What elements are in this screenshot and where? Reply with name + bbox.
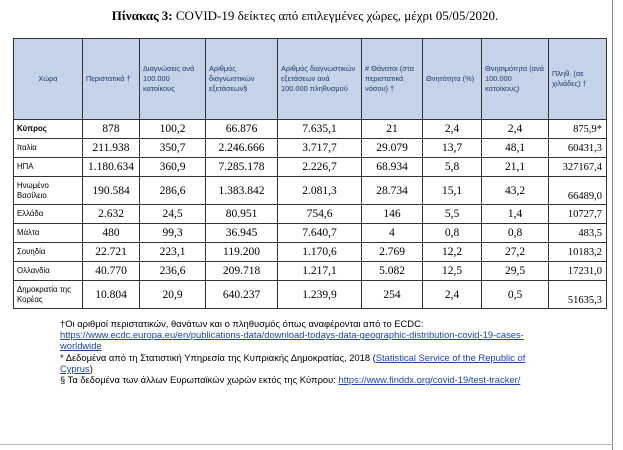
cell-tests: 2.246.666 — [206, 139, 278, 158]
cell-mortality: 43,2 — [482, 177, 549, 205]
cell-case-fatality: 5,5 — [423, 205, 482, 224]
cell-country: Μάλτα — [14, 224, 83, 243]
cell-mortality: 21,1 — [482, 158, 549, 177]
cell-tests: 36.945 — [206, 224, 278, 243]
cell-tests-per-100k: 3.717,7 — [278, 139, 362, 158]
page-edge-right — [612, 0, 613, 450]
cell-mortality: 1,4 — [482, 205, 549, 224]
cell-tests-per-100k: 7.635,1 — [278, 120, 362, 139]
cell-country: Ηνωμένο Βασίλειο — [14, 177, 83, 205]
table-row — [14, 139, 607, 158]
cell-cases-per-100k: 350,7 — [140, 139, 206, 158]
cell-cases-per-100k: 24,5 — [140, 205, 206, 224]
cell-cases-per-100k: 223,1 — [140, 243, 206, 262]
cell-population: 60431,3 — [549, 139, 607, 158]
cell-cases: 480 — [83, 224, 140, 243]
cell-country: Ιταλία — [14, 139, 83, 158]
caption-label: Πίνακας 3: — [111, 8, 173, 23]
cell-cases: 1.180.634 — [83, 158, 140, 177]
cell-country: ΗΠΑ — [14, 158, 83, 177]
cell-case-fatality: 12,5 — [423, 262, 482, 281]
cell-population: 483,5 — [549, 224, 607, 243]
cell-cases: 878 — [83, 120, 140, 139]
cell-deaths: 2.769 — [362, 243, 423, 262]
cell-tests: 1.383.842 — [206, 177, 278, 205]
page-edge-bottom — [0, 444, 613, 445]
cell-tests-per-100k: 7.640,7 — [278, 224, 362, 243]
header-deaths: # Θάνατοι (στα περιστατικά νόσου) † — [362, 39, 423, 120]
cystat-link[interactable]: Statistical Service of the Republic of Cyprus — [60, 351, 526, 374]
cell-tests-per-100k: 1.217,1 — [278, 262, 362, 281]
cell-case-fatality: 2,4 — [423, 120, 482, 139]
cell-population: 10183,2 — [549, 243, 607, 262]
cell-cases-per-100k: 99,3 — [140, 224, 206, 243]
cell-mortality: 0,5 — [482, 281, 549, 309]
table-row — [14, 224, 607, 243]
header-tests-per-100k: Αριθμός διαγνωστικών εξετάσεων ανά 100.000 πληθυσμού — [278, 39, 362, 120]
cell-tests: 119.200 — [206, 243, 278, 262]
header-cases: Περιστατικά † — [83, 39, 140, 120]
cell-population: 66489,0 — [549, 177, 607, 205]
cell-tests-per-100k: 1.239,9 — [278, 281, 362, 309]
footnote-cystat-end: ) — [89, 362, 93, 374]
header-mortality: Θνησιμότητα (ανά 100.000 κατοίκους) — [482, 39, 549, 120]
cell-country: Σουηδία — [14, 243, 83, 262]
cell-tests: 66.876 — [206, 120, 278, 139]
cell-cases: 2.632 — [83, 205, 140, 224]
table-row — [14, 281, 607, 309]
cell-case-fatality: 13,7 — [423, 139, 482, 158]
cell-country: Ολλανδία — [14, 262, 83, 281]
cell-cases: 190.584 — [83, 177, 140, 205]
table-row — [14, 177, 607, 205]
cell-country: Δημοκρατία της Κορέας — [14, 281, 83, 309]
cell-country: Κύπρος — [14, 120, 83, 139]
table-row — [14, 158, 607, 177]
cell-tests: 80.951 — [206, 205, 278, 224]
footnote-ecdc-text: †Οι αριθμοί περιστατικών, θανάτων και ο πληθυσμός όπως αναφέρονται από το ECDC: — [60, 318, 424, 329]
finddx-link[interactable]: https://www.finddx.org/covid-19/test-tracker/ — [338, 374, 521, 386]
cell-deaths: 5.082 — [362, 262, 423, 281]
cell-mortality: 48,1 — [482, 139, 549, 158]
cell-mortality: 27,2 — [482, 243, 549, 262]
cell-deaths: 21 — [362, 120, 423, 139]
cell-population: 10727,7 — [549, 205, 607, 224]
cell-deaths: 4 — [362, 224, 423, 243]
cell-mortality: 29,5 — [482, 262, 549, 281]
table-row — [14, 243, 607, 262]
cell-case-fatality: 12,2 — [423, 243, 482, 262]
cell-tests-per-100k: 2.081,3 — [278, 177, 362, 205]
cell-deaths: 68.934 — [362, 158, 423, 177]
cell-country: Ελλάδα — [14, 205, 83, 224]
cell-cases: 22.721 — [83, 243, 140, 262]
footnote-cystat-text: * Δεδομένα από τη Στατιστική Υπηρεσία της Κυπριακής Δημοκρατίας, 2018 ( — [60, 351, 376, 363]
cell-tests: 7.285.178 — [206, 158, 278, 177]
cell-case-fatality: 2,4 — [423, 281, 482, 309]
header-population: Πληθ. (σε χιλιάδες) † — [549, 39, 607, 120]
cell-deaths: 146 — [362, 205, 423, 224]
ecdc-link[interactable]: https://www.ecdc.europa.eu/en/publications-data/download-todays-data-geographic-distribution-covid-19-cases-worldwide — [60, 329, 524, 352]
cell-tests-per-100k: 1.170,6 — [278, 243, 362, 262]
table-row — [14, 120, 607, 139]
footnote-cystat — [60, 352, 560, 374]
cell-deaths: 254 — [362, 281, 423, 309]
cell-cases-per-100k: 236,6 — [140, 262, 206, 281]
cell-case-fatality: 5,8 — [423, 158, 482, 177]
cell-cases: 10.804 — [83, 281, 140, 309]
cell-mortality: 0,8 — [482, 224, 549, 243]
table-caption — [0, 8, 610, 24]
cell-case-fatality: 0,8 — [423, 224, 482, 243]
cell-population: 327167,4 — [549, 158, 607, 177]
table-row — [14, 205, 607, 224]
cell-tests: 640.237 — [206, 281, 278, 309]
cell-cases-per-100k: 100,2 — [140, 120, 206, 139]
footnote-ecdc — [60, 318, 560, 352]
cell-tests-per-100k: 2.226,7 — [278, 158, 362, 177]
cell-cases: 211.938 — [83, 139, 140, 158]
cell-population: 875,9* — [549, 120, 607, 139]
cell-cases-per-100k: 360,9 — [140, 158, 206, 177]
cell-population: 51635,3 — [549, 281, 607, 309]
cell-cases-per-100k: 20,9 — [140, 281, 206, 309]
cell-cases: 40.770 — [83, 262, 140, 281]
header-country: Χώρα — [14, 39, 83, 120]
footnote-finddx-text: § Τα δεδομένα των άλλων Ευρωπαϊκών χωρών εκτός της Κύπρου: — [60, 374, 339, 386]
cell-cases-per-100k: 286,6 — [140, 177, 206, 205]
cell-tests: 209.718 — [206, 262, 278, 281]
header-case-fatality: Θνητότητα (%) — [423, 39, 482, 120]
covid-indicators-table — [13, 38, 607, 309]
table-header-row — [14, 39, 607, 120]
header-tests: Αριθμός διαγνωστικών εξετάσεων§ — [206, 39, 278, 120]
cell-tests-per-100k: 754,6 — [278, 205, 362, 224]
footnote-finddx — [60, 374, 560, 385]
caption-text: COVID-19 δείκτες από επιλεγμένες χώρες, μέχρι 05/05/2020. — [172, 8, 499, 23]
cell-deaths: 28.734 — [362, 177, 423, 205]
cell-mortality: 2,4 — [482, 120, 549, 139]
cell-deaths: 29.079 — [362, 139, 423, 158]
footnotes — [60, 318, 560, 385]
header-cases-per-100k: Διαγνώσεις ανά 100.000 κατοίκους — [140, 39, 206, 120]
cell-case-fatality: 15,1 — [423, 177, 482, 205]
cell-population: 17231,0 — [549, 262, 607, 281]
table-row — [14, 262, 607, 281]
